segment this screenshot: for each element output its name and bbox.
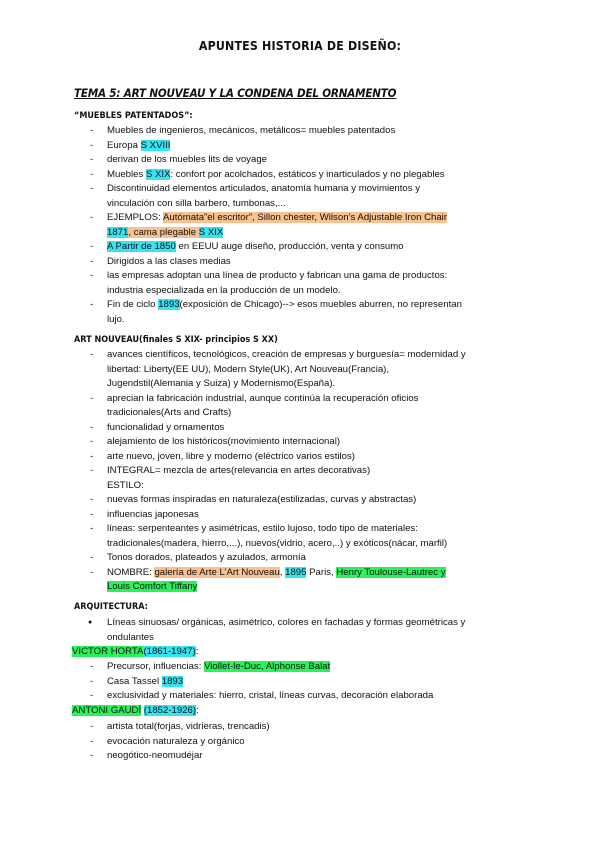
list-item: - avances científicos, tecnológicos, creación de empresas y burguesía= modernidad y libertad: Liberty(EE UU), Modern Style(UK), Art Nouveau(Francia), Jugendstil(Alemania y Suiza) y Modernismo(España). bbox=[74, 348, 534, 392]
horta-list bbox=[74, 660, 534, 704]
list-item: - arte nuevo, joven, libre y moderno (eléctrico varios estilos) bbox=[74, 450, 534, 465]
list-item: - aprecian la fabricación industrial, aunque continúa la recuperación oficios tradicionales(Arts and Crafts) bbox=[74, 392, 534, 421]
arquitectura-list bbox=[74, 616, 534, 645]
section-heading-muebles: “MUEBLES PATENTADOS”: bbox=[74, 110, 193, 121]
document-title: APUNTES HISTORIA DE DISEÑO: bbox=[198, 39, 402, 53]
list-item: - Muebles S XIX: confort por acolchados, estáticos y inarticulados y no plegables bbox=[74, 168, 534, 183]
gaudi-list bbox=[74, 720, 534, 764]
list-item: - Dirigidos a las clases medias bbox=[74, 255, 534, 270]
list-item: - EJEMPLOS: Autómata”el escritor”, Sillon chester, Wilson’s Adjustable Iron Chair 1871, cama plegable S XIX bbox=[74, 211, 534, 240]
list-item: - alejamiento de los históricos(movimiento internacional) bbox=[74, 435, 534, 450]
topic-heading: TEMA 5: ART NOUVEAU Y LA CONDENA DEL ORNAMENTO bbox=[74, 87, 397, 100]
list-item: - Fin de ciclo 1893(exposición de Chicago)--> esos muebles aburren, no representan lujo. bbox=[74, 298, 534, 327]
section-heading-art-nouveau: ART NOUVEAU(finales S XIX- principios S XX) bbox=[74, 334, 278, 345]
list-item: - Discontinuidad elementos articulados, anatomía humana y movimientos y vinculación con silla barbero, tumbonas,... bbox=[74, 182, 534, 211]
section-heading-arquitectura: ARQUITECTURA: bbox=[74, 601, 148, 612]
list-item: - artista total(forjas, vidrieras, trencadis) bbox=[74, 720, 534, 735]
list-item: - neogótico-neomudéjar bbox=[74, 749, 534, 764]
list-item: - INTEGRAL= mezcla de artes(relevancia en artes decorativas) ESTILO: bbox=[74, 464, 534, 493]
list-item: - líneas: serpenteantes y asimétricas, estilo lujoso, todo tipo de materiales: tradicionales(madera, hierro,...), nuevos(vidrio, acero,..) y exóticos(nácar, marfil) bbox=[74, 522, 534, 551]
list-item: - Casa Tassel 1893 bbox=[74, 675, 534, 690]
list-item: - funcionalidad y ornamentos bbox=[74, 421, 534, 436]
list-item: - las empresas adoptan una línea de producto y fabrican una gama de productos: industria especializada en la producción de un modelo. bbox=[74, 269, 534, 298]
list-item: - Tonos dorados, plateados y azulados, armonía bbox=[74, 551, 534, 566]
art-nouveau-list bbox=[74, 348, 534, 595]
muebles-list bbox=[74, 124, 534, 327]
list-item: - NOMBRE: galería de Arte L’Art Nouveau, 1895 Paris, Henry Toulouse-Lautrec y Louis Comfort Tiffany bbox=[74, 566, 534, 595]
list-item: ● Líneas sinuosas/ orgánicas, asimétrico, colores en fachadas y formas geométricas y ondulantes bbox=[74, 616, 534, 645]
list-item: - derivan de los muebles lits de voyage bbox=[74, 153, 534, 168]
architect-gaudi: ANTONI GAUDÍ (1852-1926): bbox=[72, 705, 199, 716]
list-item: - exclusividad y materiales: hierro, cristal, líneas curvas, decoración elaborada bbox=[74, 689, 534, 704]
list-item: - evocación naturaleza y orgánico bbox=[74, 735, 534, 750]
list-item: - nuevas formas inspiradas en naturaleza(estilizadas, curvas y abstractas) bbox=[74, 493, 534, 508]
list-item: - A Partir de 1850 en EEUU auge diseño, producción, venta y consumo bbox=[74, 240, 534, 255]
list-item: - Europa S XVIII bbox=[74, 139, 534, 154]
list-item: - Precursor, influencias: Viollet-le-Duc, Alphonse Balat bbox=[74, 660, 534, 675]
list-item: - Muebles de ingenieros, mecánicos, metálicos= muebles patentados bbox=[74, 124, 534, 139]
architect-horta: VICTOR HORTA(1861-1947): bbox=[72, 646, 199, 657]
list-item: - influencias japonesas bbox=[74, 508, 534, 523]
